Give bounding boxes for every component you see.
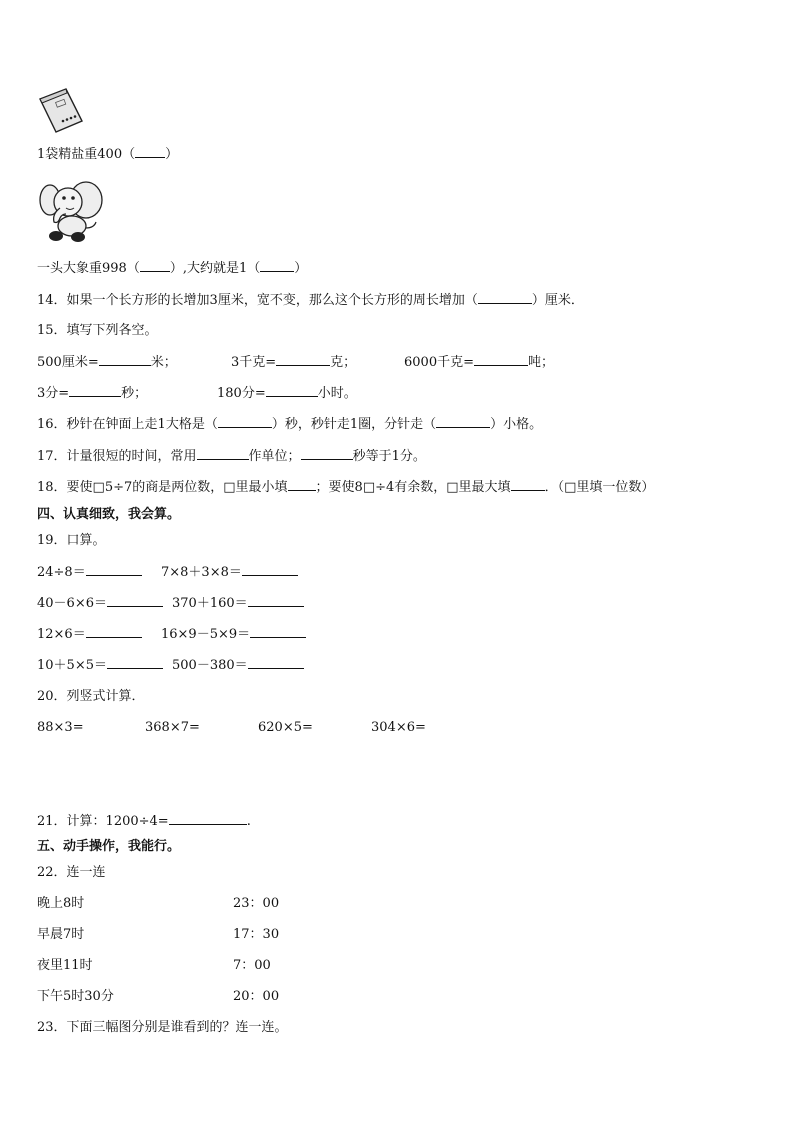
q17-blank1[interactable] xyxy=(197,447,249,460)
q22-left-4[interactable]: 下午5时30分 xyxy=(37,989,114,1004)
q14-line xyxy=(37,291,584,310)
q13-elephant-text2: ）,大约就是1（ xyxy=(169,261,261,276)
q17-text3: 秒等于1分。 xyxy=(352,449,426,464)
q22-left-2[interactable]: 早晨7时 xyxy=(37,927,85,942)
q14-blank[interactable] xyxy=(478,291,532,304)
q15-r1c1 xyxy=(37,353,177,372)
q16-blank1[interactable] xyxy=(218,415,272,428)
q19-item-1-blank[interactable] xyxy=(86,563,142,576)
q21-text2: . xyxy=(246,814,251,829)
q19-item-6-blank[interactable] xyxy=(250,625,306,638)
section-5-heading: 五、动手操作，我能行。 xyxy=(37,839,181,854)
q15-r1c3-text: 6000千克= xyxy=(404,355,474,370)
q23-title: 23．下面三幅图分别是谁看到的？连一连。 xyxy=(37,1020,288,1035)
q19-item-2-text: 7×8＋3×8＝ xyxy=(161,565,242,580)
q19-item-1-text: 24÷8＝ xyxy=(37,565,86,580)
q15-r1c1-unit: 米； xyxy=(150,355,177,370)
q13-elephant-line xyxy=(37,259,307,278)
q18-line xyxy=(37,478,654,497)
q19-item-6 xyxy=(161,625,306,644)
q17-text2: 作单位； xyxy=(248,449,301,464)
q15-r2c1 xyxy=(37,384,147,403)
q19-item-3 xyxy=(37,594,163,613)
elephant-image xyxy=(38,178,106,244)
q15-r2c1-text: 3分= xyxy=(37,386,70,401)
q19-item-8-blank[interactable] xyxy=(248,656,304,669)
q13-salt-text: 1袋精盐重400（ xyxy=(37,147,136,162)
q18-text1: 18．要使□5÷7的商是两位数，□里最小填 xyxy=(37,480,288,495)
q15-r2c1-blank[interactable] xyxy=(69,384,121,397)
q20-item-4: 304×6= xyxy=(371,720,426,735)
q15-r2c2 xyxy=(217,384,357,403)
q15-r1c3-unit: 吨； xyxy=(527,355,554,370)
q17-text1: 17．计量很短的时间，常用 xyxy=(37,449,197,464)
q20-title: 20．列竖式计算． xyxy=(37,689,145,704)
q13-salt-close: ） xyxy=(165,147,179,162)
q22-title: 22．连一连 xyxy=(37,865,106,880)
q22-right-1[interactable]: 23：00 xyxy=(233,896,280,911)
q14-text1: 14．如果一个长方形的长增加3厘米，宽不变，那么这个长方形的周长增加（ xyxy=(37,293,478,308)
q17-line xyxy=(37,447,426,466)
q18-blank1[interactable] xyxy=(288,478,316,491)
q15-r1c1-blank[interactable] xyxy=(99,353,151,366)
q18-blank2[interactable] xyxy=(511,478,545,491)
section-4-heading: 四、认真细致，我会算。 xyxy=(37,507,181,522)
q13-salt-line xyxy=(37,145,178,164)
q13-elephant-blank1[interactable] xyxy=(140,259,170,272)
q19-item-7-blank[interactable] xyxy=(107,656,163,669)
q15-r1c2-unit: 克； xyxy=(330,355,357,370)
q13-elephant-blank2[interactable] xyxy=(260,259,294,272)
q19-item-1 xyxy=(37,563,142,582)
q20-item-1: 88×3= xyxy=(37,720,84,735)
q15-r2c2-unit: 小时。 xyxy=(317,386,357,401)
salt-bag-image xyxy=(36,85,86,135)
q15-r1c2-blank[interactable] xyxy=(276,353,330,366)
q20-item-3: 620×5= xyxy=(258,720,313,735)
q16-text1: 16．秒针在钟面上走1大格是（ xyxy=(37,417,218,432)
q15-r1c1-text: 500厘米= xyxy=(37,355,99,370)
q16-text3: ）小格。 xyxy=(490,417,543,432)
q22-right-2[interactable]: 17：30 xyxy=(233,927,280,942)
q18-text2: ；要使8□÷4有余数，□里最大填 xyxy=(315,480,511,495)
q22-right-4[interactable]: 20：00 xyxy=(233,989,280,1004)
q19-item-2-blank[interactable] xyxy=(242,563,298,576)
q15-r2c2-text: 180分= xyxy=(217,386,266,401)
q14-text2: ）厘米． xyxy=(531,293,584,308)
q15-r2c2-blank[interactable] xyxy=(266,384,318,397)
q19-item-6-text: 16×9－5×9＝ xyxy=(161,627,251,642)
q19-item-3-text: 40－6×6＝ xyxy=(37,596,107,611)
q15-r1c3-blank[interactable] xyxy=(474,353,528,366)
q18-text3: ．（□里填一位数） xyxy=(544,480,655,495)
q22-left-3[interactable]: 夜里11时 xyxy=(37,958,93,973)
q15-r1c2 xyxy=(231,353,356,372)
q19-item-7 xyxy=(37,656,163,675)
q13-salt-blank[interactable] xyxy=(135,145,165,158)
q19-item-5-blank[interactable] xyxy=(86,625,142,638)
q21-blank[interactable] xyxy=(169,812,247,825)
q19-item-2 xyxy=(161,563,298,582)
q15-title: 15．填写下列各空。 xyxy=(37,323,158,338)
q19-item-5 xyxy=(37,625,142,644)
q16-blank2[interactable] xyxy=(436,415,490,428)
q21-line xyxy=(37,812,251,831)
q19-title: 19．口算。 xyxy=(37,533,106,548)
q19-item-3-blank[interactable] xyxy=(107,594,163,607)
q15-r1c3 xyxy=(404,353,554,372)
q19-item-4-blank[interactable] xyxy=(248,594,304,607)
q19-item-8 xyxy=(172,656,304,675)
q16-text2: ）秒，秒针走1圈，分针走（ xyxy=(271,417,437,432)
q19-item-4-text: 370＋160＝ xyxy=(172,596,248,611)
q17-blank2[interactable] xyxy=(301,447,353,460)
q16-line xyxy=(37,415,542,434)
q19-item-7-text: 10＋5×5＝ xyxy=(37,658,107,673)
q13-elephant-close: ） xyxy=(294,261,308,276)
q20-item-2: 368×7= xyxy=(145,720,200,735)
q19-item-4 xyxy=(172,594,304,613)
q13-elephant-text1: 一头大象重998（ xyxy=(37,261,140,276)
q22-right-3[interactable]: 7：00 xyxy=(233,958,271,973)
q19-item-8-text: 500－380＝ xyxy=(172,658,248,673)
q21-text1: 21．计算：1200÷4= xyxy=(37,814,169,829)
q22-left-1[interactable]: 晚上8时 xyxy=(37,896,85,911)
q15-r2c1-unit: 秒； xyxy=(121,386,148,401)
q19-item-5-text: 12×6＝ xyxy=(37,627,86,642)
q15-r1c2-text: 3千克= xyxy=(231,355,277,370)
